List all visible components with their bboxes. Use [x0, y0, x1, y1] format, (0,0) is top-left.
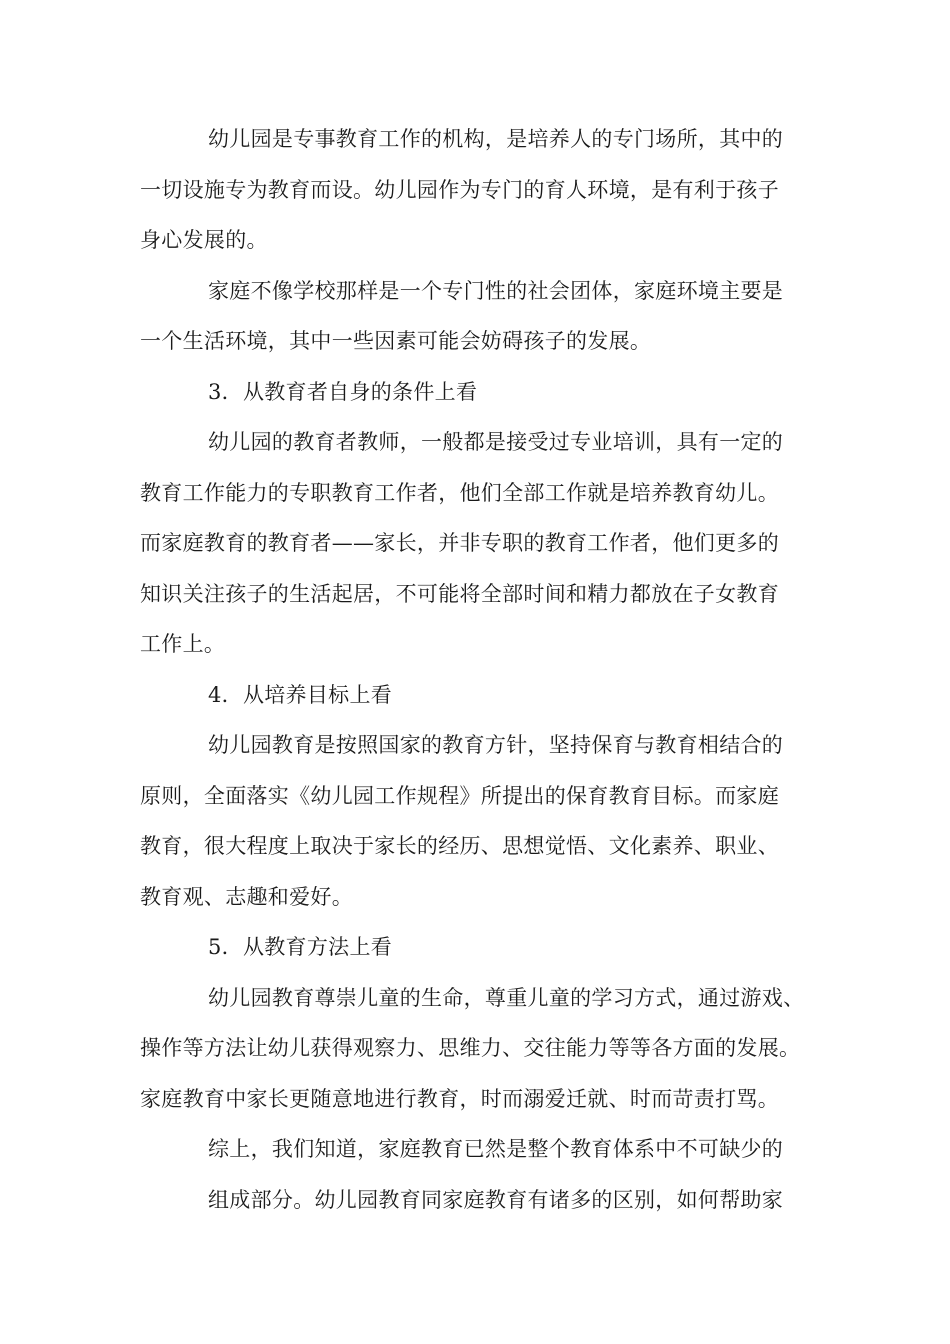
- text-line: 教育观、志趣和爱好。: [140, 884, 353, 909]
- text-line: 幼儿园教育尊崇儿童的生命，尊重儿童的学习方式，通过游戏、: [208, 985, 805, 1010]
- text-line: 综上，我们知道，家庭教育已然是整个教育体系中不可缺少的: [208, 1137, 784, 1161]
- text-line: 教育，很大程度上取决于家长的经历、思想觉悟、文化素养、职业、: [140, 834, 779, 858]
- text-line: 工作上。: [140, 632, 226, 656]
- section-heading: 3．从教育者自身的条件上看: [208, 379, 478, 404]
- text-line: 家庭不像学校那样是一个专门性的社会团体，家庭环境主要是: [208, 278, 784, 303]
- text-line: 一个生活环境，其中一些因素可能会妨碍孩子的发展。: [140, 329, 652, 353]
- text-line: 一切设施专为教育而设。幼儿园作为专门的育人环境，是有利于孩子: [140, 177, 779, 202]
- section-heading: 5．从教育方法上看: [208, 935, 393, 959]
- text-line: 身心发展的。: [140, 228, 268, 252]
- text-line: 原则，全面落实《幼儿园工作规程》所提出的保育教育目标。而家庭: [140, 783, 779, 808]
- text-line: 知识关注孩子的生活起居，不可能将全部时间和精力都放在子女教育: [140, 581, 779, 606]
- document-page: [140, 114, 830, 1225]
- text-line: 操作等方法让幼儿获得观察力、思维力、交往能力等等各方面的发展。: [140, 1036, 801, 1060]
- text-line: 组成部分。幼儿园教育同家庭教育有诸多的区别，如何帮助家: [208, 1187, 784, 1212]
- text-line: 而家庭教育的教育者——家长，并非专职的教育工作者，他们更多的: [140, 531, 779, 555]
- text-line: 幼儿园是专事教育工作的机构，是培养人的专门场所，其中的: [208, 127, 784, 151]
- text-line: 教育工作能力的专职教育工作者，他们全部工作就是培养教育幼儿。: [140, 480, 779, 505]
- text-line: 幼儿园教育是按照国家的教育方针，坚持保育与教育相结合的: [208, 733, 784, 757]
- text-line: 家庭教育中家长更随意地进行教育，时而溺爱迁就、时而苛责打骂。: [140, 1086, 779, 1111]
- text-line: 幼儿园的教育者教师，一般都是接受过专业培训，具有一定的: [208, 430, 784, 454]
- section-heading: 4．从培养目标上看: [208, 682, 393, 707]
